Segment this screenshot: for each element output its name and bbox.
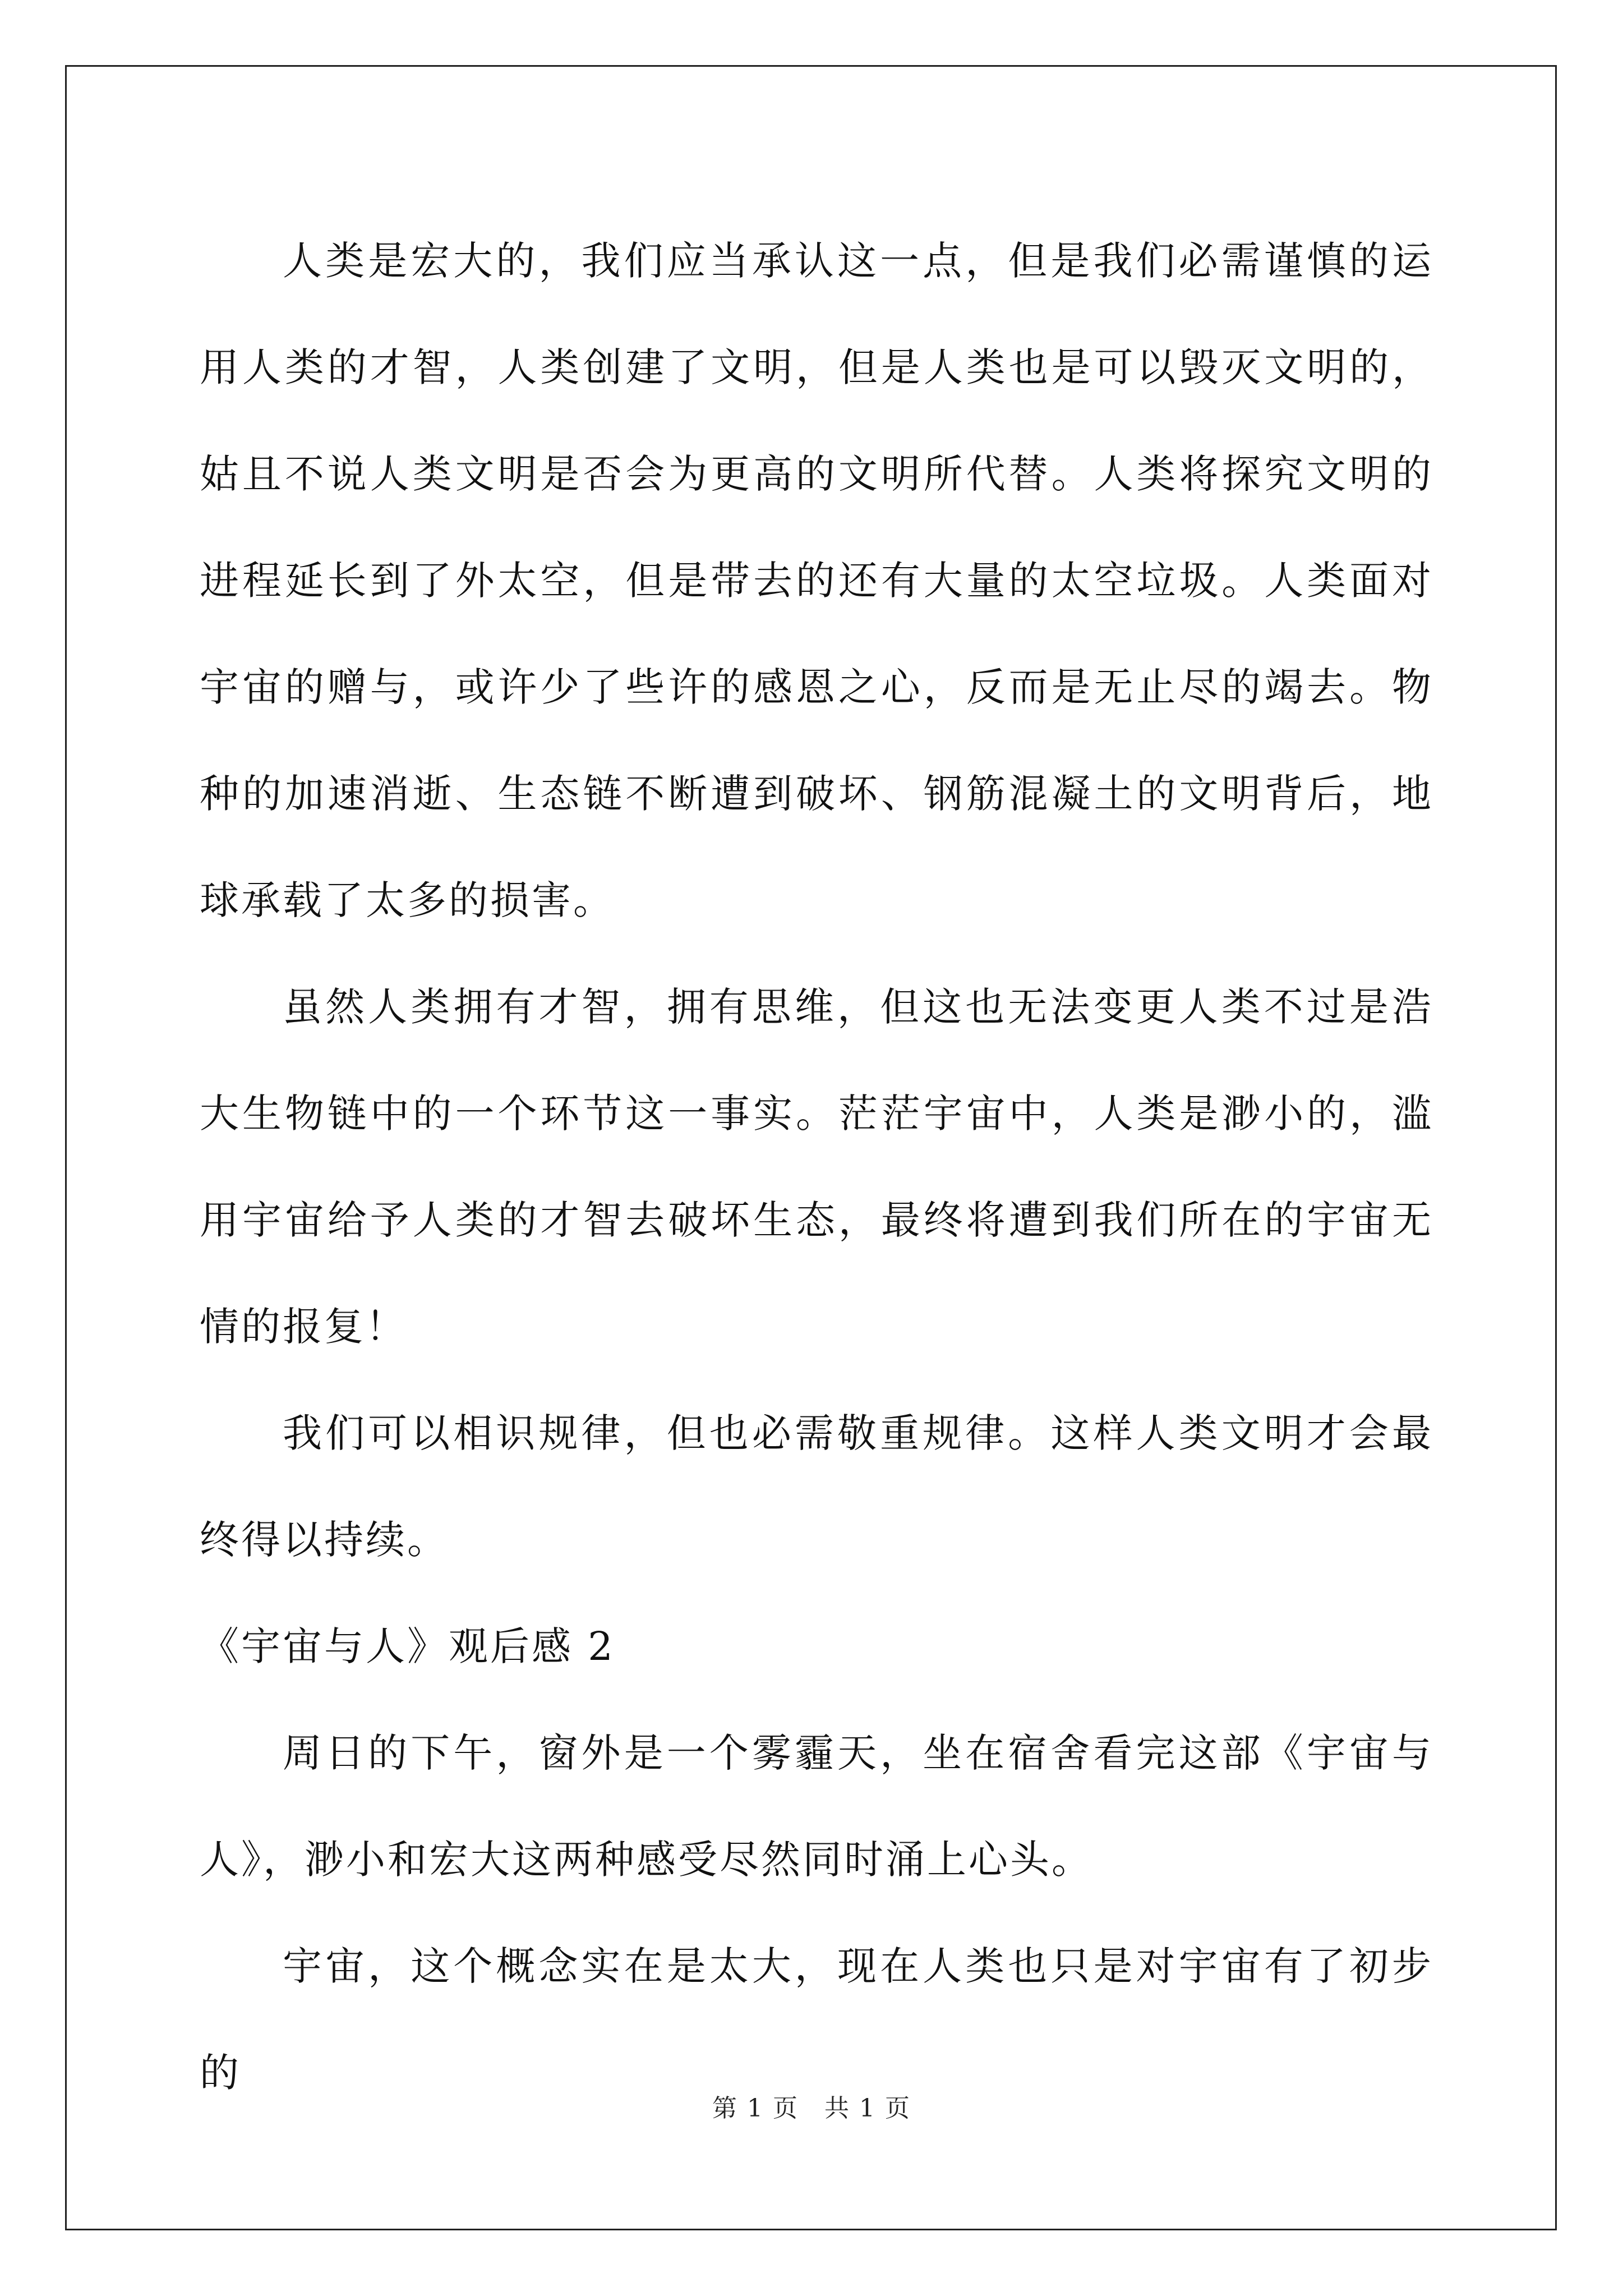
paragraph: 人类是宏大的，我们应当承认这一点，但是我们必需谨慎的运用人类的才智，人类创建了文明，但是人类也是可以毁灭文明的，姑且不说人类文明是否会为更高的文明所代替。人类将探究文明的进程延长到了外太空，但是带去的还有大量的太空垃圾。人类面对宇宙的赠与，或许少了些许的感恩之心，反而是无止尽的竭去。物种的加速消逝、生态链不断遭到破坏、钢筋混凝土的文明背后，地球承载了太多的损害。: [200, 238, 1433, 923]
document-body: [200, 208, 1433, 2126]
page-number: 第 1 页 共 1 页: [712, 2094, 911, 2123]
paragraph: 周日的下午，窗外是一个雾霾天，坐在宿舍看完这部《宇宙与人》，渺小和宏大这两种感受尽然同时涌上心头。: [200, 1730, 1433, 1883]
paragraph: 宇宙，这个概念实在是太大，现在人类也只是对宇宙有了初步的: [200, 1943, 1433, 2096]
section-heading: 《宇宙与人》观后感 2: [200, 1623, 615, 1669]
paragraph: 我们可以相识规律，但也必需敬重规律。这样人类文明才会最终得以持续。: [200, 1410, 1433, 1563]
paragraph: 虽然人类拥有才智，拥有思维，但这也无法变更人类不过是浩大生物链中的一个环节这一事实。茫茫宇宙中，人类是渺小的，滥用宇宙给予人类的才智去破坏生态，最终将遭到我们所在的宇宙无情的报复！: [200, 984, 1433, 1350]
